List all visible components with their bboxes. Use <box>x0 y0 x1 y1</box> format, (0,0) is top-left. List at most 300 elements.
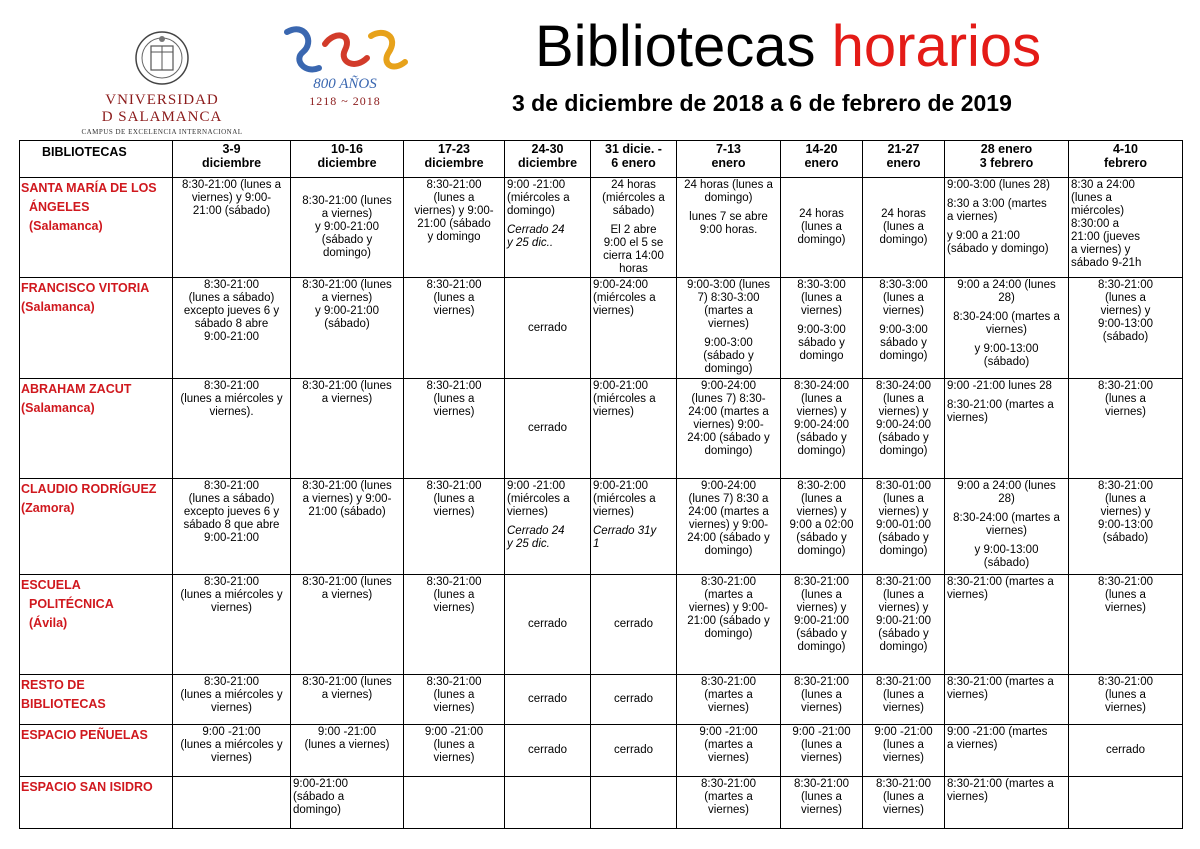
schedule-text: (lunes 7) 8:30- <box>691 393 766 405</box>
schedule-cell <box>591 575 677 675</box>
schedule-cell <box>945 575 1069 675</box>
schedule-text: domingo) <box>507 205 555 217</box>
schedule-text: viernes) <box>433 752 475 764</box>
schedule-text: 8:30-21:00 <box>426 480 482 492</box>
schedule-cell <box>291 479 404 575</box>
column-header-text: enero <box>804 156 839 170</box>
schedule-text: 8:30-21:00 <box>204 380 259 392</box>
column-header-week <box>945 141 1069 178</box>
schedule-cell <box>781 777 863 829</box>
library-name-text: RESTO DE <box>21 678 85 692</box>
schedule-text: sábado y <box>798 337 845 349</box>
schedule-text: a viernes) <box>321 393 373 405</box>
column-header-week <box>505 141 591 178</box>
schedule-cell <box>945 777 1069 829</box>
schedule-text: 9:00-21:00 <box>794 615 849 627</box>
schedule-text: sábado y <box>880 337 927 349</box>
column-header-text: diciembre <box>517 156 578 170</box>
schedule-text: viernes) <box>708 318 749 330</box>
schedule-cell <box>404 379 505 479</box>
schedule-text: domingo) <box>879 641 928 653</box>
schedule-text: cerrado <box>614 618 653 630</box>
schedule-text: cierra 14:00 <box>603 250 664 262</box>
university-name-line2: D SALAMANCA <box>101 109 223 125</box>
column-header-week <box>404 141 505 178</box>
schedule-text: viernes) <box>947 689 988 701</box>
schedule-cell <box>945 278 1069 379</box>
schedule-cell <box>863 479 945 575</box>
schedule-text: 8:30-21:00 <box>701 576 756 588</box>
schedule-text: (lunes a <box>801 739 842 751</box>
schedule-text: (sábado) <box>983 356 1030 368</box>
schedule-text: (lunes a sábado) <box>188 493 275 505</box>
anniversary-emblem-icon <box>275 22 415 94</box>
schedule-text: (lunes a miércoles y <box>180 589 283 601</box>
schedule-text: (sábado y <box>703 350 754 362</box>
schedule-cell <box>1069 379 1183 479</box>
schedule-text: miércoles) <box>1071 205 1125 217</box>
schedule-text: (lunes 7) 8:30 a <box>688 493 769 505</box>
schedule-text: viernes) y 9:00- <box>414 205 494 217</box>
schedule-text: (martes a <box>704 739 753 751</box>
schedule-text: viernes) <box>947 791 988 803</box>
schedule-text: 28) <box>998 292 1015 304</box>
schedule-text: 8:30-24:00 (martes a <box>953 311 1060 323</box>
schedule-text: cerrado <box>528 618 567 630</box>
schedule-cell <box>781 178 863 278</box>
page-title <box>535 14 1041 80</box>
schedule-text: domingo) <box>704 363 753 375</box>
column-header-text: enero <box>711 156 746 170</box>
library-name-text: (Ávila) <box>29 616 68 630</box>
schedule-text: 9:00-13:00 <box>1098 318 1153 330</box>
schedule-text: (lunes a <box>801 393 842 405</box>
schedule-cell <box>677 178 781 278</box>
library-name <box>20 479 173 575</box>
schedule-text: 9:00-3:00 (lunes 28) <box>947 179 1050 191</box>
schedule-text: 8:30-01:00 <box>876 480 931 492</box>
schedule-cell <box>173 575 291 675</box>
schedule-text: 9:00 a 24:00 (lunes <box>957 480 1056 492</box>
schedule-text: viernes) <box>1105 702 1146 714</box>
schedule-text: (miércoles a <box>593 292 656 304</box>
schedule-text: 9:00-3:00 (lunes <box>686 279 771 291</box>
library-name-text: FRANCISCO VITORIA <box>21 281 150 295</box>
university-logo <box>62 30 262 136</box>
library-name <box>20 178 173 278</box>
schedule-text: 8:30-21:00 <box>794 778 849 790</box>
schedule-text: viernes) <box>708 804 749 816</box>
schedule-text: 9:00 a 24:00 (lunes <box>957 279 1056 291</box>
schedule-text: 8:30-2:00 <box>797 480 846 492</box>
schedule-cell <box>291 278 404 379</box>
schedule-text: 24 horas <box>881 208 926 220</box>
schedule-text: a viernes) y 9:00- <box>302 493 392 505</box>
schedule-text: (lunes a <box>883 791 924 803</box>
schedule-text: (lunes a <box>883 739 924 751</box>
schedule-text: El 2 abre <box>610 224 657 236</box>
schedule-text: 8:30-21:00 <box>1098 576 1153 588</box>
schedule-cell <box>173 479 291 575</box>
schedule-text: viernes) <box>883 305 924 317</box>
schedule-cell <box>404 675 505 725</box>
schedule-text: (lunes a <box>433 292 475 304</box>
schedule-cell <box>404 178 505 278</box>
schedule-text: (lunes a <box>1105 493 1146 505</box>
schedule-text: 21:00 (sábado y <box>687 615 770 627</box>
schedule-cell <box>781 278 863 379</box>
schedule-cell <box>591 675 677 725</box>
schedule-text: viernes) <box>211 602 252 614</box>
title-accent: horarios <box>831 14 1042 79</box>
schedule-text: (lunes a <box>801 493 842 505</box>
schedule-text: 8:30-21:00 <box>204 576 259 588</box>
schedule-text: y 9:00-21:00 <box>315 305 379 317</box>
library-name-text: ESPACIO SAN ISIDRO <box>21 780 153 794</box>
schedule-text: 9:00 -21:00 <box>699 726 758 738</box>
header-row <box>20 141 1183 178</box>
schedule-cell <box>173 278 291 379</box>
schedule-text: a viernes) <box>947 739 998 751</box>
column-header-week <box>677 141 781 178</box>
schedule-text: 8:30-21:00 <box>876 676 931 688</box>
schedule-cell <box>863 278 945 379</box>
schedule-text: viernes) y <box>878 406 929 418</box>
schedule-text: viernes) y 9:00- <box>688 602 769 614</box>
schedule-text: viernes) <box>211 702 252 714</box>
schedule-text: (lunes a viernes) <box>304 739 390 751</box>
schedule-text: (lunes a <box>433 689 475 701</box>
schedule-text: excepto jueves 6 y <box>183 506 280 518</box>
schedule-text: (lunes a <box>883 292 924 304</box>
column-header-text: diciembre <box>424 156 484 170</box>
schedule-text: viernes) <box>883 702 924 714</box>
column-header-text: 28 enero <box>980 142 1033 156</box>
schedule-text: viernes) <box>801 804 842 816</box>
schedule-text: y 9:00 a 21:00 <box>947 230 1020 242</box>
schedule-text: viernes) <box>801 305 842 317</box>
column-header-week <box>173 141 291 178</box>
schedule-text: (miércoles a <box>507 192 570 204</box>
schedule-text: 9:00 -21:00 <box>202 726 261 738</box>
library-name-text: ABRAHAM ZACUT <box>21 382 132 396</box>
schedule-text: viernes) <box>708 702 749 714</box>
schedule-text: 7) 8:30-3:00 <box>697 292 760 304</box>
schedule-cell <box>1069 575 1183 675</box>
schedule-text: (lunes a <box>433 493 475 505</box>
schedule-text: (martes a <box>704 791 753 803</box>
schedule-cell <box>505 575 591 675</box>
schedule-text: domingo) <box>797 545 846 557</box>
schedule-text: (sábado y <box>878 432 929 444</box>
schedule-text: 24:00 (martes a <box>688 506 769 518</box>
schedule-table <box>19 140 1183 829</box>
schedule-cell <box>404 575 505 675</box>
schedule-text: viernes) <box>507 506 548 518</box>
schedule-text: (lunes a sábado) <box>188 292 275 304</box>
schedule-text: 8:30-21:00 <box>204 676 259 688</box>
schedule-text: viernes) <box>947 412 988 424</box>
schedule-text: y domingo <box>427 231 481 243</box>
schedule-text: a viernes) <box>321 589 373 601</box>
schedule-text: (miércoles a <box>593 393 656 405</box>
schedule-text: 24:00 (sábado y <box>687 432 770 444</box>
schedule-text: 8:30-21:00 (lunes a <box>181 179 282 191</box>
column-header-text: 14-20 <box>805 142 838 156</box>
schedule-text: (lunes a <box>801 589 842 601</box>
schedule-text: (sábado y <box>796 432 847 444</box>
schedule-text: excepto jueves 6 y <box>183 305 280 317</box>
schedule-text: 9:00-01:00 <box>876 519 931 531</box>
schedule-text: 9:00 -21:00 <box>507 480 566 492</box>
schedule-text: 8:30-21:00 <box>876 576 931 588</box>
schedule-text: (sábado) <box>983 557 1030 569</box>
library-name <box>20 278 173 379</box>
schedule-text: y 25 dic.. <box>507 237 554 249</box>
schedule-text: domingo) <box>704 628 753 640</box>
schedule-text: domingo) <box>704 192 753 204</box>
table-row <box>20 479 1183 575</box>
schedule-text: 9:00 el 5 se <box>603 237 664 249</box>
schedule-text: 8:30-3:00 <box>879 279 928 291</box>
campus-text: CAMPUS DE EXCELENCIA INTERNACIONAL <box>81 128 243 136</box>
column-header-week <box>863 141 945 178</box>
schedule-cell <box>863 575 945 675</box>
library-name-text: (Salamanca) <box>21 300 95 314</box>
schedule-cell <box>781 379 863 479</box>
column-header-week <box>1069 141 1183 178</box>
column-header-text: febrero <box>1103 156 1148 170</box>
schedule-text: cerrado <box>1106 744 1145 756</box>
schedule-text: 8:30-21:00 (lunes <box>302 380 392 392</box>
schedule-text: (miércoles a <box>602 192 665 204</box>
schedule-text: 8:30-21:00 (martes a <box>947 576 1054 588</box>
schedule-text: 1 <box>593 538 600 550</box>
schedule-cell <box>863 777 945 829</box>
schedule-cell <box>591 725 677 777</box>
schedule-text: 21:00 (sábado) <box>192 205 271 217</box>
schedule-text: 8:30-21:00 <box>876 778 931 790</box>
schedule-text: 8:30-24:00 <box>876 380 931 392</box>
column-header-text: 21-27 <box>887 142 920 156</box>
schedule-text: 8:30-21:00 <box>204 480 259 492</box>
schedule-text: a viernes) <box>321 689 373 701</box>
schedule-text: 24:00 (martes a <box>688 406 769 418</box>
schedule-text: (sábado a <box>293 791 345 803</box>
schedule-text: 9:00 -21:00 <box>507 179 566 191</box>
library-name <box>20 725 173 777</box>
schedule-text: 21:00 (sábado) <box>308 506 386 518</box>
schedule-text: 9:00-24:00 <box>701 380 756 392</box>
schedule-text: (lunes a <box>883 689 924 701</box>
schedule-text: (lunes a <box>1071 192 1112 204</box>
library-name-text: (Zamora) <box>21 501 75 515</box>
schedule-text: viernes) <box>593 406 634 418</box>
schedule-text: (lunes a miércoles y <box>180 393 283 405</box>
schedule-text: viernes) y 9:00- <box>688 519 769 531</box>
schedule-text: domingo) <box>704 445 753 457</box>
schedule-text: domingo) <box>879 350 928 362</box>
schedule-cell <box>1069 675 1183 725</box>
schedule-text: viernes). <box>209 406 254 418</box>
column-header-text: 10-16 <box>331 142 363 156</box>
library-name <box>20 379 173 479</box>
schedule-text: 8:30-21:00 <box>426 179 482 191</box>
schedule-cell <box>591 479 677 575</box>
schedule-text: 24:00 (sábado y <box>687 532 770 544</box>
column-header-text: enero <box>886 156 921 170</box>
schedule-text: viernes) <box>433 406 475 418</box>
column-header-week <box>291 141 404 178</box>
schedule-cell <box>173 379 291 479</box>
schedule-text: viernes) y <box>796 602 847 614</box>
schedule-text: viernes) y <box>878 602 929 614</box>
schedule-text: (martes a <box>704 689 753 701</box>
schedule-text: a viernes) <box>321 292 373 304</box>
schedule-cell <box>505 278 591 379</box>
schedule-text: (lunes a <box>433 393 475 405</box>
column-header-text: 4-10 <box>1112 142 1139 156</box>
schedule-text: viernes) <box>947 589 988 601</box>
schedule-text: (lunes a <box>801 689 842 701</box>
schedule-text: (lunes a <box>433 739 475 751</box>
schedule-cell <box>505 777 591 829</box>
schedule-text: 9:00-24:00 <box>593 279 648 291</box>
schedule-cell <box>505 675 591 725</box>
schedule-text: viernes) <box>433 702 475 714</box>
schedule-cell <box>591 777 677 829</box>
column-header-text: diciembre <box>201 156 262 170</box>
schedule-text: 8:30-21:00 (martes a <box>947 399 1054 411</box>
schedule-text: (lunes a <box>433 192 475 204</box>
schedule-text: 8:30 a 3:00 (martes <box>947 198 1047 210</box>
schedule-cell <box>404 278 505 379</box>
schedule-text: (sábado y <box>878 628 929 640</box>
schedule-text: 9:00-24:00 <box>701 480 756 492</box>
schedule-text: domingo) <box>879 445 928 457</box>
library-name <box>20 575 173 675</box>
schedule-text: 9:00-21:00 <box>204 331 259 343</box>
schedule-text: 8:30:00 a <box>1071 218 1119 230</box>
schedule-text: 8:30-3:00 <box>797 279 846 291</box>
table-row <box>20 178 1183 278</box>
schedule-text: viernes) y <box>796 406 847 418</box>
schedule-text: 8:30-21:00 <box>426 576 482 588</box>
schedule-cell <box>945 675 1069 725</box>
schedule-text: (sábado y <box>796 532 847 544</box>
schedule-cell <box>1069 479 1183 575</box>
table-row <box>20 777 1183 829</box>
schedule-text: 9:00 a 02:00 <box>789 519 854 531</box>
schedule-text: (lunes a <box>1105 589 1146 601</box>
schedule-text: sábado 9-21h <box>1071 257 1142 269</box>
schedule-text: viernes) 9:00- <box>693 419 764 431</box>
schedule-text: viernes) <box>1105 406 1146 418</box>
schedule-cell <box>781 479 863 575</box>
schedule-cell <box>677 575 781 675</box>
schedule-cell <box>677 479 781 575</box>
table-row <box>20 278 1183 379</box>
schedule-text: 9:00-24:00 <box>794 419 849 431</box>
library-name-text: POLITÉCNICA <box>29 597 114 611</box>
library-name-text: (Salamanca) <box>21 401 95 415</box>
schedule-text: sábado 8 abre <box>194 318 269 330</box>
schedule-text: (martes a <box>704 305 753 317</box>
column-header-text: 6 enero <box>611 156 656 170</box>
schedule-text: 21:00 (jueves <box>1071 231 1141 243</box>
schedule-text: viernes) <box>1105 602 1146 614</box>
schedule-text: Cerrado 24 <box>507 224 565 236</box>
column-header-text: 7-13 <box>715 142 742 156</box>
schedule-cell <box>291 178 404 278</box>
schedule-cell <box>591 379 677 479</box>
schedule-text: 9:00-3:00 <box>879 324 928 336</box>
library-name <box>20 777 173 829</box>
schedule-text: viernes) <box>593 305 634 317</box>
library-name-text: ESCUELA <box>21 578 81 592</box>
schedule-text: (lunes a <box>1105 393 1146 405</box>
schedule-text: (martes a <box>704 589 753 601</box>
schedule-cell <box>404 777 505 829</box>
schedule-text: 28) <box>998 493 1015 505</box>
schedule-cell <box>945 379 1069 479</box>
schedule-cell <box>677 379 781 479</box>
library-name-text: BIBLIOTECAS <box>21 697 106 711</box>
schedule-text: 9:00-13:00 <box>1098 519 1153 531</box>
schedule-text: (lunes a miércoles y <box>180 689 283 701</box>
schedule-text: 8:30-21:00 <box>794 576 849 588</box>
table-row <box>20 575 1183 675</box>
schedule-text: 8:30-21:00 <box>1098 480 1153 492</box>
schedule-text: 8:30-21:00 <box>426 676 482 688</box>
column-header-text: 31 dicie. - <box>605 142 662 156</box>
page-subtitle: 3 de diciembre de 2018 a 6 de febrero de 2019 <box>512 90 1012 116</box>
schedule-text: (lunes a <box>1105 689 1146 701</box>
schedule-cell <box>1069 725 1183 777</box>
schedule-text: 8:30-21:00 (lunes <box>302 195 392 207</box>
schedule-text: sábado 8 que abre <box>183 519 280 531</box>
schedule-text: 8:30-21:00 <box>204 279 259 291</box>
schedule-text: 8:30-21:00 <box>1098 676 1153 688</box>
library-name-text: ÁNGELES <box>29 200 90 214</box>
university-name-line1: VNIVERSIDAD <box>105 92 219 108</box>
column-header-text: diciembre <box>317 156 377 170</box>
schedule-text: 24 horas <box>799 208 844 220</box>
schedule-text: (miércoles a <box>507 493 570 505</box>
schedule-text: 8:30-21:00 <box>1098 380 1153 392</box>
schedule-text: 8:30-21:00 (martes a <box>947 778 1054 790</box>
schedule-cell <box>677 278 781 379</box>
schedule-text: domingo) <box>293 804 341 816</box>
schedule-text: Cerrado 24 <box>507 525 565 537</box>
schedule-text: (sábado y <box>321 234 373 246</box>
schedule-text: (sábado y <box>878 532 929 544</box>
schedule-text: cerrado <box>528 321 567 334</box>
schedule-text: viernes) y <box>1100 305 1151 317</box>
schedule-cell <box>1069 777 1183 829</box>
column-header-libraries <box>20 141 173 178</box>
title-main: Bibliotecas <box>535 14 816 79</box>
library-name-text: ESPACIO PEÑUELAS <box>21 728 148 742</box>
schedule-text: (sábado) <box>324 318 370 330</box>
schedule-cell <box>173 725 291 777</box>
schedule-text: cerrado <box>528 744 567 756</box>
schedule-cell <box>505 178 591 278</box>
column-header-text: BIBLIOTECAS <box>42 145 127 159</box>
library-name-text: CLAUDIO RODRÍGUEZ <box>21 482 157 496</box>
university-seal-icon <box>134 30 190 86</box>
table-row <box>20 725 1183 777</box>
